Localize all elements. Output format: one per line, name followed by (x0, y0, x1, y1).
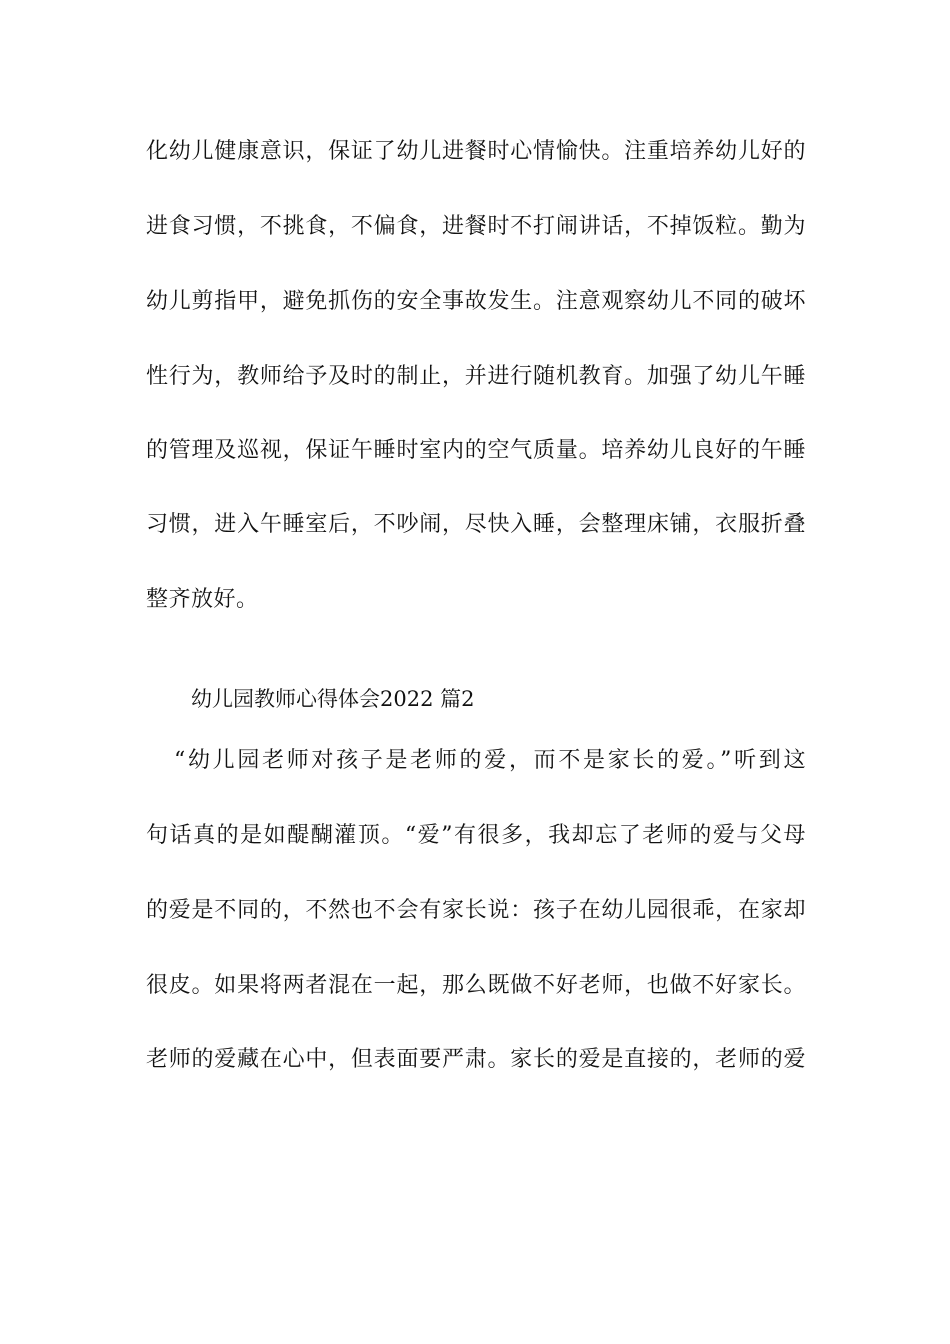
section-heading: 幼儿园教师心得体会2022 篇2 (191, 687, 475, 711)
paragraph-line: 的管理及巡视，保证午睡时室内的空气质量。培养幼儿良好的午睡 (146, 438, 806, 463)
paragraph-line: 进食习惯，不挑食，不偏食，进餐时不打闹讲话，不掉饭粒。勤为 (146, 214, 806, 239)
paragraph-line: 化幼儿健康意识，保证了幼儿进餐时心情愉快。注重培养幼儿好的 (146, 139, 806, 164)
paragraph-line: 习惯，进入午睡室后，不吵闹，尽快入睡，会整理床铺，衣服折叠 (146, 512, 806, 537)
paragraph-line: “幼儿园老师对孩子是老师的爱，而不是家长的爱。”听到这 (174, 748, 806, 773)
paragraph-line: 幼儿剪指甲，避免抓伤的安全事故发生。注意观察幼儿不同的破坏 (146, 289, 806, 314)
paragraph-line: 整齐放好。 (146, 587, 259, 612)
paragraph-line: 老师的爱藏在心中，但表面要严肃。家长的爱是直接的，老师的爱 (146, 1047, 806, 1072)
paragraph-line: 性行为，教师给予及时的制止，并进行随机教育。加强了幼儿午睡 (146, 364, 806, 389)
paragraph-line: 句话真的是如醍醐灌顶。“爱”有很多，我却忘了老师的爱与父母 (146, 823, 806, 848)
paragraph-line: 的爱是不同的，不然也不会有家长说：孩子在幼儿园很乖，在家却 (146, 898, 806, 923)
paragraph-line: 很皮。如果将两者混在一起，那么既做不好老师，也做不好家长。 (146, 973, 806, 998)
